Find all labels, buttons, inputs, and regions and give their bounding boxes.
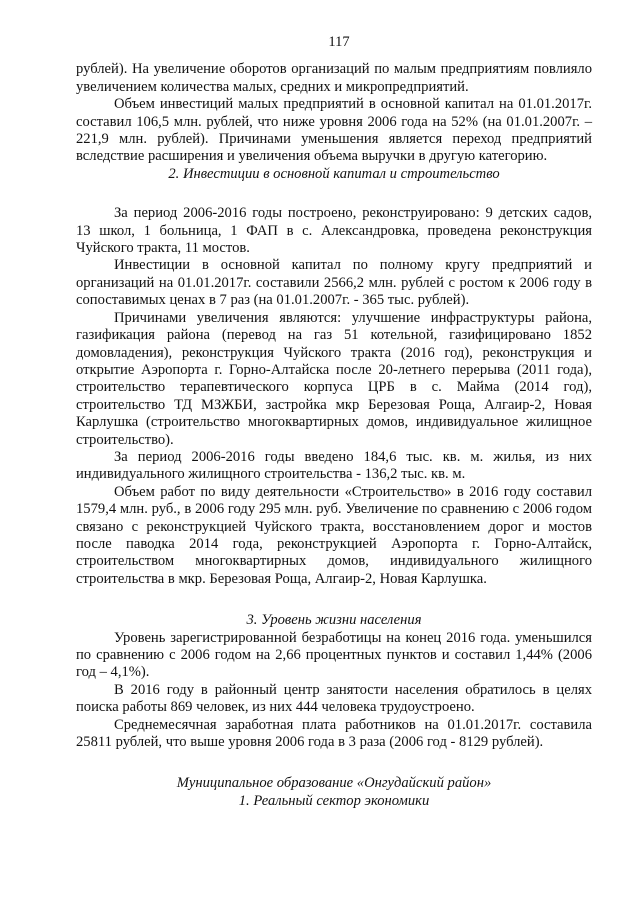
paragraph-average-salary: Среднемесячная заработная плата работников на 01.01.2017г. составила 25811 рублей, что выше уровня 2006 года в 3 раза (2006 год - 8129 рублей). — [76, 716, 592, 751]
section-heading-investment: 2. Инвестиции в основной капитал и строительство — [168, 165, 500, 182]
paragraph-fixed-capital-investment: Инвестиции в основной капитал по полному кругу предприятий и организаций на 01.01.2017г. составили 2566,2 млн. рублей с ростом к 2006 году в сопоставимых ценах в 7 раз (на 01.01.2007г. - 365 тыс. рублей). — [76, 257, 592, 309]
paragraph-construction-volume: Объем работ по виду деятельности «Строительство» в 2016 году составил 1579,4 млн. руб., в 2006 году 295 млн. руб. Увеличение по сравнению с 2006 годом связано с реконструкцией Чуйского тракта, восстановлением дорог и мостов после паводка 2014 года, реконструкцией Аэропорта г. Горно-Алтайск, строительством многоквартирных домов, индивидуального жилищного строительства в мкр. Березовая Роща, Алгаир-2, Новая Карлушка. — [76, 483, 592, 587]
municipality-heading: Муниципальное образование «Онгудайский район» — [176, 775, 492, 792]
section-heading-living-standard: 3. Уровень жизни населения — [246, 612, 422, 629]
paragraph-housing-commissioned: За период 2006-2016 годы введено 184,6 тыс. кв. м. жилья, из них индивидуального жилищного строительства - 136,2 тыс. кв. м. — [76, 448, 592, 483]
paragraph-employment-center: В 2016 году в районный центр занятости населения обратилось в целях поиска работы 869 человек, из них 444 человека трудоустроено. — [76, 681, 592, 716]
page-number: 117 — [328, 34, 350, 50]
paragraph-growth-reasons: Причинами увеличения являются: улучшение инфраструктуры района, газификация района (перевод на газ 51 котельной, газифицировано 1852 домовладения), реконструкция Чуйского тракта (2016 год), реконструкция и открытие Аэропорта г. Горно-Алтайска после 20-летнего перерыва (2011 года), строительство терапевтического корпуса ЦРБ в с. Майма (2014 год), строительство ТД МЗЖБИ, застройка мкр Березовая Роща, Алгаир-2, Новая Карлушка (строительство многоквартирных домов, индивидуальное жилищное строительство). — [76, 309, 592, 448]
document-page — [76, 34, 592, 810]
paragraph-small-business-investment: Объем инвестиций малых предприятий в основной капитал на 01.01.2017г. составил 106,5 млн. рублей, что ниже уровня 2006 года на 52% (на 01.01.2007г. – 221,9 млн. рублей). Причинами уменьшения является переход предприятий вследствие расширения и увеличения объема выручки в другую категорию. — [76, 96, 592, 165]
paragraph-unemployment: Уровень зарегистрированной безработицы на конец 2016 года. уменьшился по сравнению с 2006 годом на 2,66 процентных пунктов и составил 1,44% (2006 год – 4,1%). — [76, 629, 592, 681]
paragraph-small-business-turnover: рублей). На увеличение оборотов организаций по малым предприятиям повлияло увеличением количества малых, средних и микропредприятий. — [76, 61, 592, 95]
subsection-heading-real-sector: 1. Реальный сектор экономики — [238, 792, 430, 809]
paragraph-construction-period: За период 2006-2016 годы построено, реконструировано: 9 детских садов, 13 школ, 1 больница, 1 ФАП в с. Александровка, проведена реконструкция Чуйского тракта, 11 мостов. — [76, 205, 592, 257]
